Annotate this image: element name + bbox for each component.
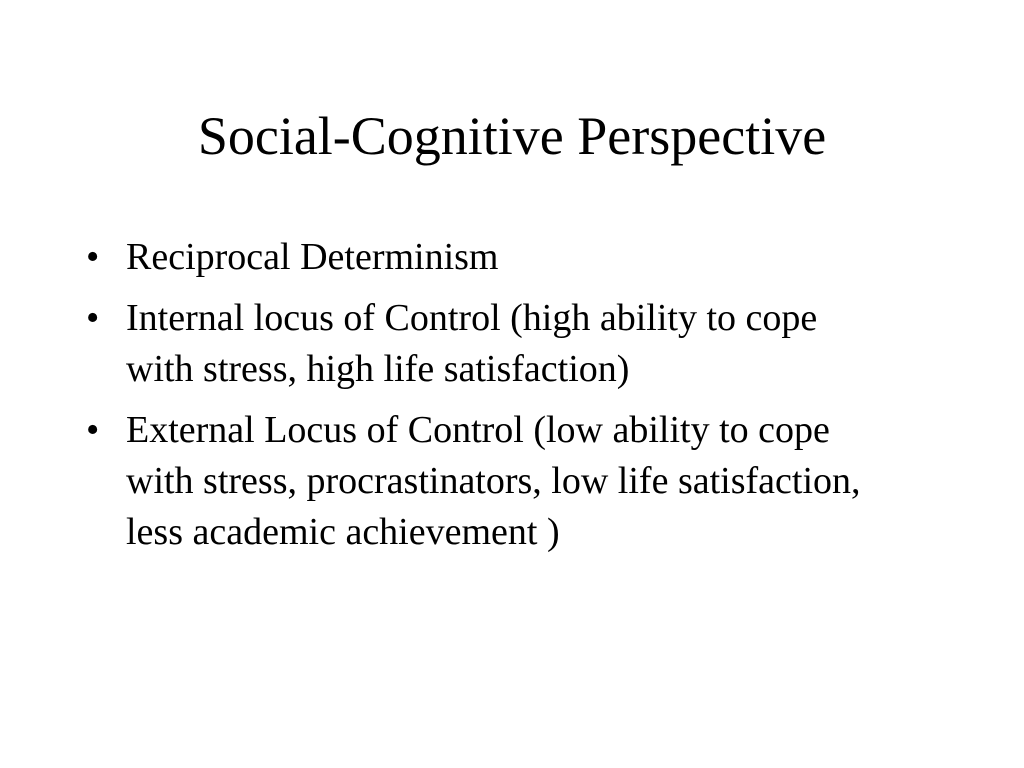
bullet-item-internal-locus xyxy=(86,293,946,395)
bullet-item-external-locus xyxy=(86,405,946,558)
bullet-icon: • xyxy=(86,297,100,339)
bullet-item-reciprocal-determinism xyxy=(86,232,946,283)
bullet-text: External Locus of Control (low ability to cope with stress, procrastinators, low life satisfaction, less academic achievement ) xyxy=(126,409,861,553)
bullet-text: Reciprocal Determinism xyxy=(126,236,499,278)
bullet-icon: • xyxy=(86,236,100,278)
bullet-text: Internal locus of Control (high ability to cope with stress, high life satisfaction) xyxy=(126,297,818,390)
slide-title: Social-Cognitive Perspective xyxy=(197,106,827,166)
bullet-list xyxy=(86,232,946,568)
bullet-icon: • xyxy=(86,409,100,451)
